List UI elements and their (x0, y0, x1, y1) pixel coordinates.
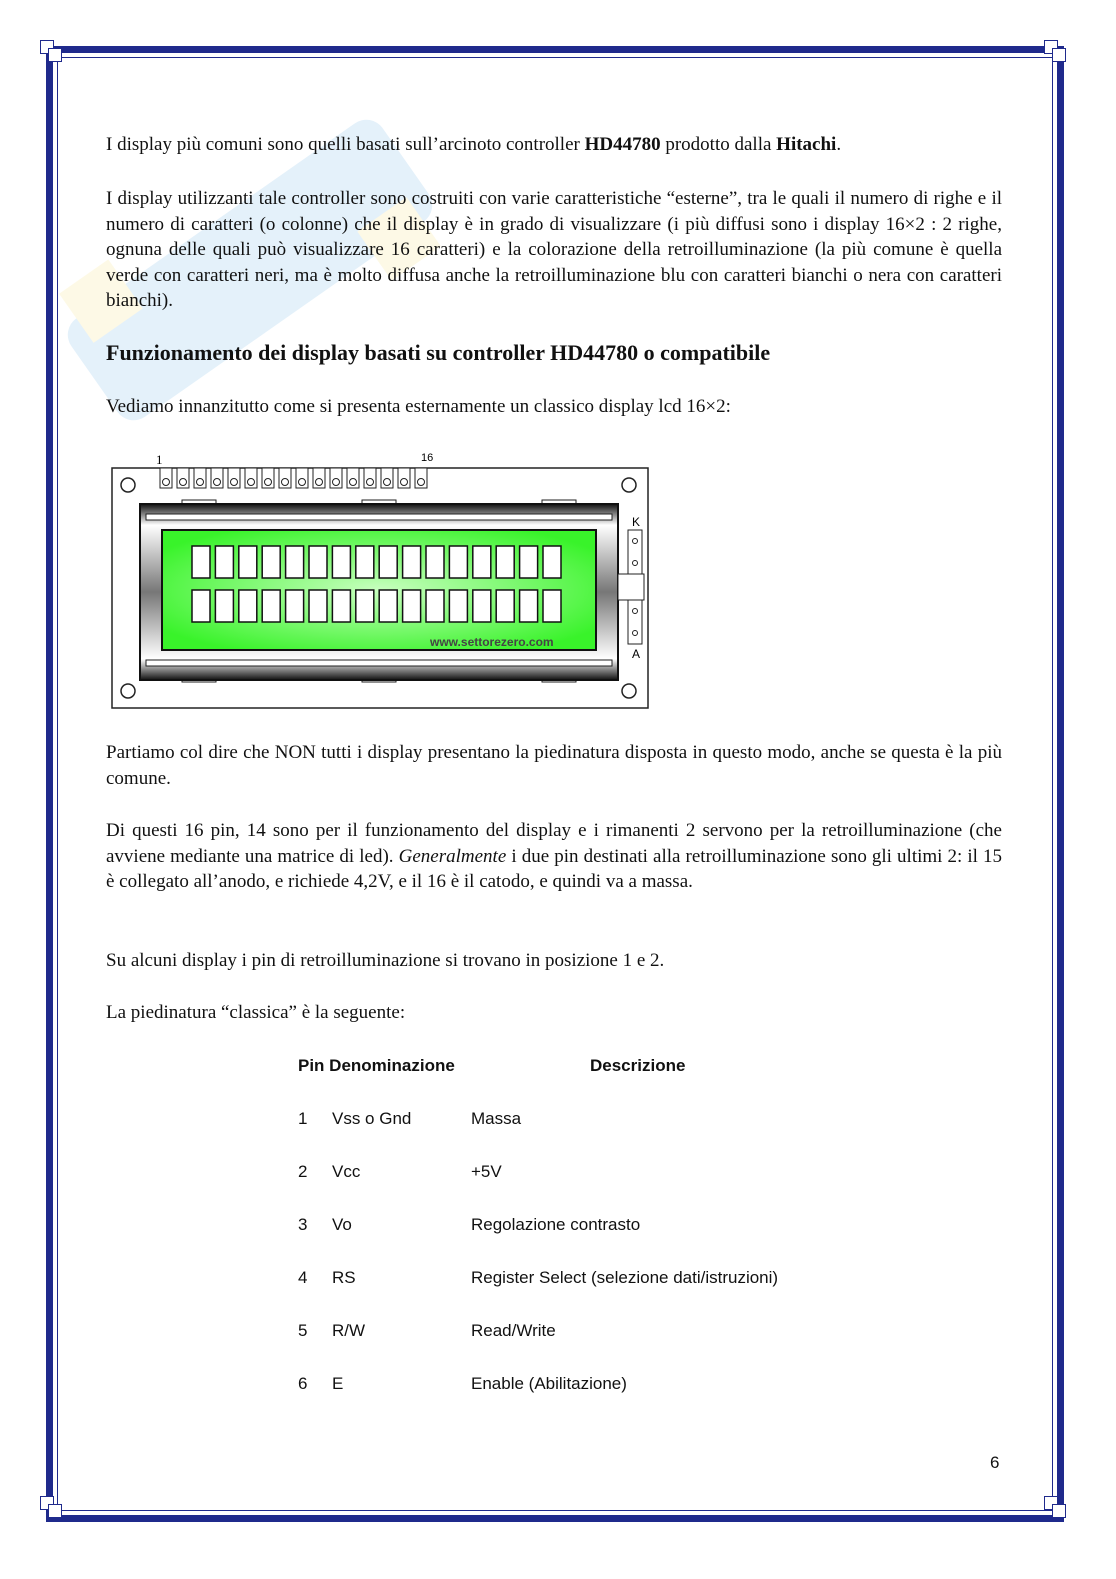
paragraph-intro (106, 132, 1002, 158)
character-cell (426, 590, 444, 622)
paragraph-alt-backlight: Su alcuni display i pin di retroilluminazione si trovano in posizione 1 e 2. (106, 950, 665, 971)
character-cell (449, 546, 467, 578)
pin-name: Vo (332, 1215, 352, 1234)
character-cell (192, 546, 210, 578)
character-cell (379, 546, 397, 578)
character-cell (332, 590, 350, 622)
character-cell (262, 546, 280, 578)
pin-number: 6 (298, 1374, 308, 1393)
header-pin-name: Pin Denominazione (298, 1056, 455, 1075)
character-cell (286, 546, 304, 578)
character-cell (309, 546, 327, 578)
character-cell (286, 590, 304, 622)
character-cell (473, 590, 491, 622)
paragraph-display-features: I display utilizzanti tale controller sono costruiti con varie caratteristiche “esterne”, tra le quali il numero di righe e il numero di caratteri (o colonne) che il display è in grado di visualizzare (i più diffusi sono i display 16×2 : 2 righe, ognuna delle quali può visualizzare 16 caratteri) e la colorazione della retroilluminazione (la più comune è quella verde con caratteri neri, ma è molto diffusa anche la retroilluminazione blu con caratteri bianchi o nera con caratteri bianchi). (106, 188, 1002, 311)
pin-label-last: 16 (421, 452, 434, 464)
text-run: Di questi 16 pin, 14 sono per il funzionamento del display e i rimanenti 2 servono per la retroilluminazione (che avviene mediante una matrice di led). (106, 820, 1002, 867)
corner-ornament-top-left (40, 40, 66, 66)
character-cell (215, 590, 233, 622)
pin-description: Massa (471, 1109, 522, 1128)
character-cell (403, 546, 421, 578)
character-cell (309, 590, 327, 622)
paragraph-backlight (106, 818, 1002, 895)
bold-term-hitachi: Hitachi (776, 134, 837, 155)
a-label: A (632, 647, 641, 661)
text-run: . (836, 134, 842, 155)
pin-number: 3 (298, 1215, 308, 1234)
pin-name: Vss o Gnd (332, 1109, 412, 1128)
text-run: I display più comuni sono quelli basati sull’arcinoto controller (106, 134, 585, 155)
corner-ornament-top-right (1044, 40, 1070, 66)
pin-number: 2 (298, 1162, 308, 1181)
pin-description: +5V (471, 1162, 502, 1181)
character-cell (543, 546, 561, 578)
character-cell (239, 590, 257, 622)
pin-label-first: 1 (156, 452, 163, 467)
lcd-figure (110, 450, 650, 717)
pin-number: 4 (298, 1268, 308, 1287)
mounting-hole (121, 684, 135, 698)
italic-term: Generalmente (398, 845, 507, 867)
character-cell (496, 546, 514, 578)
mounting-hole (622, 478, 636, 492)
k-label: K (632, 515, 641, 529)
character-cell (449, 590, 467, 622)
text-run: prodotto dalla (660, 134, 777, 155)
text-run: i due pin destinati alla retroilluminazione sono gli ultimi 2: il 15 è collegato all’anodo, e richiede 4,2V, e il 16 è il catodo, e quindi va a massa. (106, 845, 1002, 892)
bold-term-hd44780: HD44780 (584, 134, 661, 155)
a-connector (628, 600, 642, 644)
paragraph-pinout-note: Partiamo col dire che NON tutti i display presentano la piedinatura disposta in questo modo, anche se questa è la più comune. (106, 742, 1002, 789)
character-cell (262, 590, 280, 622)
character-cell (543, 590, 561, 622)
character-cell (379, 590, 397, 622)
character-cell (403, 590, 421, 622)
character-cell (239, 546, 257, 578)
pin-number: 1 (298, 1109, 308, 1128)
corner-ornament-bottom-right (1044, 1496, 1070, 1522)
pin-description: Register Select (selezione dati/istruzioni) (471, 1268, 779, 1287)
character-cell (520, 590, 538, 622)
pin-name: Vcc (332, 1162, 361, 1181)
pin-description: Regolazione contrasto (471, 1215, 641, 1234)
lcd-illustration (110, 450, 650, 712)
pin-description: Enable (Abilitazione) (471, 1374, 627, 1393)
connector-gap (618, 574, 644, 600)
character-cell (356, 590, 374, 622)
corner-ornament-bottom-left (40, 1496, 66, 1522)
character-cell (473, 546, 491, 578)
mounting-hole (121, 478, 135, 492)
character-cell (192, 590, 210, 622)
pin-number: 5 (298, 1321, 308, 1340)
character-cell (496, 590, 514, 622)
character-cell (332, 546, 350, 578)
character-cell (215, 546, 233, 578)
character-cell (356, 546, 374, 578)
pin-name: E (332, 1374, 344, 1393)
site-watermark-label: www.settorezero.com (430, 635, 554, 649)
pin-name: R/W (332, 1321, 366, 1340)
paragraph-classic-pinout: La piedinatura “classica” è la seguente: (106, 1002, 406, 1023)
k-connector (628, 530, 642, 574)
header-description: Descrizione (590, 1056, 686, 1075)
page-number: 6 (990, 1453, 1000, 1472)
mounting-hole (622, 684, 636, 698)
character-cell (520, 546, 538, 578)
paragraph-lcd-intro: Vediamo innanzitutto come si presenta esternamente un classico display lcd 16×2: (106, 396, 731, 417)
pin-description: Read/Write (471, 1321, 556, 1340)
pin-name: RS (332, 1268, 356, 1287)
section-heading: Funzionamento dei display basati su controller HD44780 o compatibile (106, 340, 771, 365)
character-cell (426, 546, 444, 578)
